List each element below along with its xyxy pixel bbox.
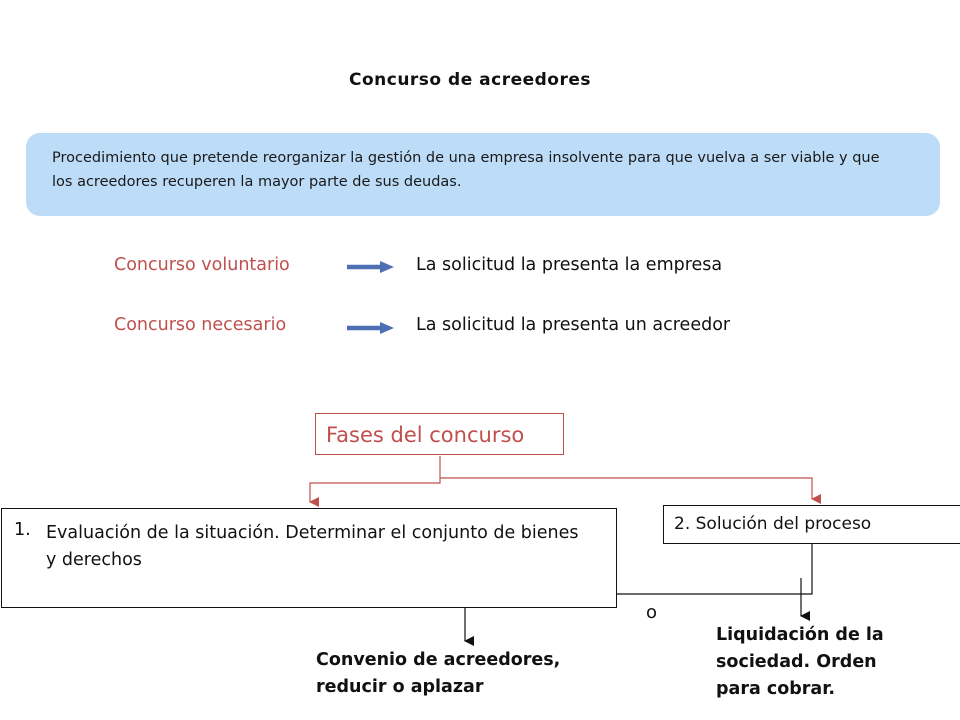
phase2-box: 2. Solución del proceso [663,505,960,544]
connector-to-phase2 [440,478,812,499]
type-voluntary-description: La solicitud la presenta la empresa [416,255,723,275]
type-necessary-label: Concurso necesario [114,315,287,335]
arrow-icon [347,322,394,334]
phases-title-box: Fases del concurso [315,413,564,455]
definition-text: Procedimiento que pretende reorganizar la gestión de una empresa insolvente para que vuelva a ser viable y que los acreedores recuperen la mayor parte de sus deudas. [52,150,880,190]
type-necessary-description: La solicitud la presenta un acreedor [416,315,731,335]
phase1-number: 1. [14,520,31,540]
diagram-title: Concurso de acreedores [348,70,592,90]
type-voluntary-label: Concurso voluntario [114,255,290,275]
connector-to-phase1 [310,456,440,502]
or-label: o [646,602,658,623]
outcome-agreement: Convenio de acreedores, reducir o aplazar [316,650,561,697]
outcome-liquidation: Liquidación de la sociedad. Orden para cobrar. [716,625,884,699]
arrow-icon [347,261,394,273]
phase1-text: Evaluación de la situación. Determinar el conjunto de bienes y derechos [46,523,579,570]
